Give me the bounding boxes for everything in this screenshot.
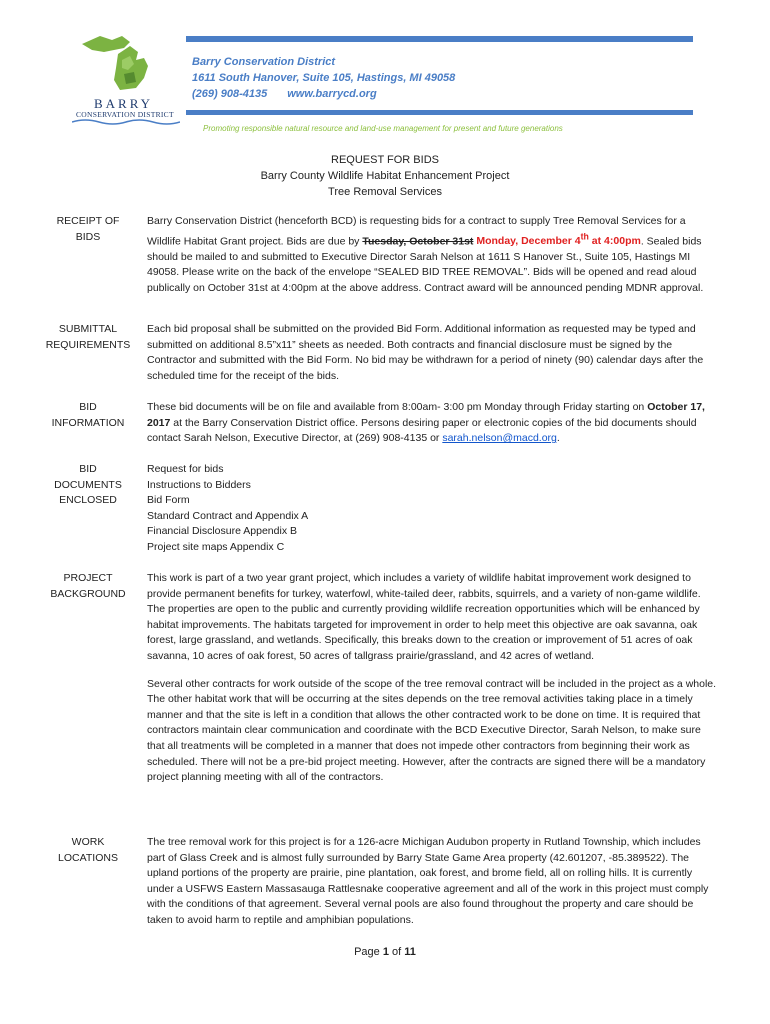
section-label: RECEIPT OF BIDS bbox=[56, 215, 120, 243]
availability-date: October 17, 2017 bbox=[147, 401, 705, 429]
section-label: BID INFORMATION bbox=[51, 401, 125, 429]
paragraph: Several other contracts for work outside of the scope of the tree removal contract will be included in the project as a whole. The other habitat work that will be occurring at the sites depends on the tree removal activities taking place in a timely manner and that the site is left in a condition that allows the other contracted work to be done on time. It is required that contractors maintain clear communication and coordinate with the BCD Executive Director, Sarah Nelson, to make sure that all treatments will be completed in a manner that does not impede other contractors from beginning their work as scheduled. There will not be a pre-bid project meeting. However, after the contracts are signed there will be a mandatory project planning meeting with all of the contractors. bbox=[147, 677, 717, 784]
list-item: Financial Disclosure Appendix B bbox=[147, 525, 297, 538]
barry-cd-logo bbox=[72, 30, 180, 122]
org-name: Barry Conservation District bbox=[192, 56, 336, 68]
org-phone-web bbox=[192, 86, 455, 102]
list-item: Request for bids bbox=[147, 463, 224, 475]
section-label: SUBMITTAL REQUIREMENTS bbox=[45, 323, 131, 351]
project-name: Barry County Wildlife Habitat Enhancement Project bbox=[260, 170, 510, 182]
tagline: Promoting responsible natural resource and land-use management for present and future generations bbox=[203, 124, 563, 133]
contact-email-link[interactable]: sarah.nelson@macd.org bbox=[442, 432, 557, 445]
section-body: Barry Conservation District (henceforth BCD) is requesting bids for a contract to supply Tree Removal Services for a Wildlife Habitat Grant project. Bids are due by Tuesday, October 31st Monday, December 4th at 4:00pm. Sealed bids should be mailed to and submitted to Executive Director Sarah Nelson at 1611 S Hanover St., Suite 105, Hastings MI 49058. Please write on the back of the envelope “SEALED BID TREE REMOVAL”. Bids will be opened and read aloud publically on October 31st at 4:00pm at the above address. Contract award will be announced pending MDNR approval. bbox=[147, 215, 704, 294]
wave-icon bbox=[72, 118, 180, 126]
section-label: BID DOCUMENTS ENCLOSED bbox=[54, 463, 122, 507]
michigan-map-icon bbox=[78, 30, 166, 94]
list-item: Project site maps Appendix C bbox=[147, 540, 285, 553]
org-address: 1611 South Hanover, Suite 105, Hastings, MI 49058 bbox=[192, 72, 456, 84]
service-name: Tree Removal Services bbox=[328, 186, 442, 198]
document-title-block bbox=[0, 152, 770, 200]
header-rule-bottom bbox=[186, 110, 693, 115]
org-website[interactable]: www.barrycd.org bbox=[287, 88, 377, 100]
org-contact-block bbox=[192, 54, 455, 102]
section-body: Each bid proposal shall be submitted on the provided Bid Form. Additional information as requested may be typed and submitted on additional 8.5”x11” sheets as needed. Both contracts and financial disclosure must be signed by the Contractor and submitted with the Bid Form. No bid may be withdrawn for a period of ninety (90) calendar days after the scheduled time for the receipt of the bids. bbox=[147, 323, 704, 382]
list-item: Instructions to Bidders bbox=[147, 478, 251, 491]
revised-date: Monday, December 4th at 4:00pm bbox=[473, 231, 641, 248]
section-body: These bid documents will be on file and available from 8:00am- 3:00 pm Monday through Friday starting on October 17, 2017 at the Barry Conservation District office. Persons desiring paper or electronic copies of the bid documents should contact Sarah Nelson, Executive Director, at (269) 908-4135 or sarah.nelson@macd.org. bbox=[147, 401, 705, 445]
page-number: Page 1 of 11 bbox=[354, 946, 416, 958]
paragraph: This work is part of a two year grant project, which includes a variety of wildlife habitat improvement work designed to provide permanent benefits for turkey, waterfowl, white-tailed deer, rabbits, squirrels, and a variety of non-game wildlife. The properties are open to the public and currently providing wildlife recreation opportunities which will be enhanced by habitat improvements. The habitats targeted for improvement in order to help meet this objective are oak savanna, oak forest, large grassland, and wetlands. Specifically, this breaks down to the creation or improvement of 51 acres of oak savanna, 10 acres of oak forest, 50 acres of tallgrass prairie/grassland, and 42 acres of wetland. bbox=[147, 572, 701, 662]
document-title: REQUEST FOR BIDS bbox=[331, 154, 439, 166]
logo-wordmark: BARRY bbox=[94, 96, 154, 111]
section-body bbox=[147, 571, 721, 786]
list-item: Standard Contract and Appendix A bbox=[147, 509, 309, 522]
struck-date: Tuesday, October 31st bbox=[362, 235, 474, 248]
header-rule-top bbox=[186, 36, 693, 42]
section-body: The tree removal work for this project is for a 126-acre Michigan Audubon property in Rutland Township, which includes part of Glass Creek and is almost fully surrounded by Barry State Game Area property (42.601207, -85.389522). The upland portions of the property are prairie, pine plantation, oak forest, and brome field, all on rolling hills. It is currently under a USFWS Eastern Massasauga Rattlesnake cooperative agreement and all of the work in this project must comply with the conditions of that agreement. Several vernal pools are also found throughout the property and care should be taken to avoid harm to reptile and amphibian populations. bbox=[147, 836, 709, 926]
org-phone: (269) 908-4135 bbox=[192, 88, 268, 100]
logo-subtitle: CONSERVATION DISTRICT bbox=[76, 110, 174, 119]
list-item: Bid Form bbox=[147, 494, 190, 507]
section-label: WORK LOCATIONS bbox=[58, 836, 118, 864]
section-label: PROJECT BACKGROUND bbox=[50, 572, 126, 600]
enclosed-documents-list bbox=[147, 462, 721, 556]
